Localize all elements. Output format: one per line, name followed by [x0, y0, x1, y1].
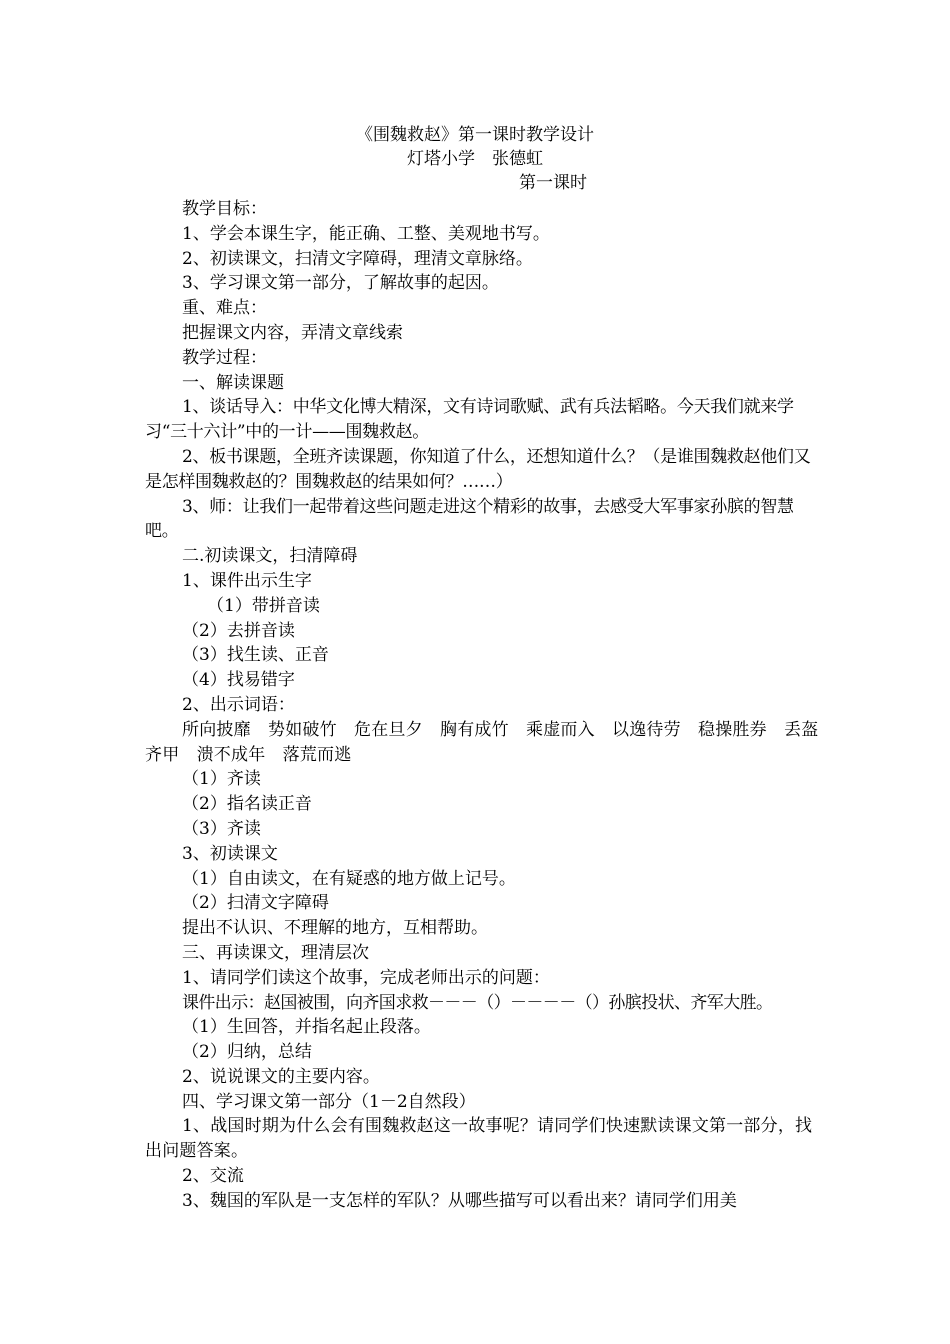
lesson-label: 第一课时	[519, 173, 587, 193]
list-item: 3、魏国的军队是一支怎样的军队？从哪些描写可以看出来？请同学们用美	[182, 1190, 737, 1211]
author-line: 灯塔小学 张德虹	[407, 149, 543, 169]
list-item: （3）齐读	[182, 818, 261, 839]
list-item: 1、学会本课生字，能正确、工整、美观地书写。	[182, 223, 550, 244]
list-item: 1、课件出示生字	[182, 570, 312, 591]
section-heading: 一、解读课题	[182, 372, 284, 393]
paragraph: 1、谈话导入：中华文化博大精深，文有诗词歌赋、武有兵法韬略。今天我们就来学习“三十六计”中的一计——围魏救赵。	[145, 397, 794, 443]
section-heading: 重、难点：	[182, 298, 267, 319]
list-item: （3）找生读、正音	[182, 645, 329, 666]
document-body	[145, 197, 825, 1214]
list-item: （1）生回答，并指名起止段落。	[182, 1017, 431, 1038]
list-item: （1）齐读	[182, 769, 261, 790]
list-item: （2）指名读正音	[182, 794, 312, 815]
list-item: 2、说说课文的主要内容。	[182, 1066, 380, 1087]
list-item: （1）带拼音读	[207, 595, 320, 616]
document-header	[0, 123, 950, 195]
document-title: 《围魏救赵》第一课时教学设计	[356, 125, 594, 145]
text-line: 把握课文内容，弄清文章线索	[182, 322, 403, 343]
section-heading: 三、再读课文，理清层次	[182, 942, 369, 963]
list-item: 3、学习课文第一部分，了解故事的起因。	[182, 273, 499, 294]
list-item: （1）自由读文，在有疑惑的地方做上记号。	[182, 868, 516, 889]
paragraph: 2、板书课题，全班齐读课题，你知道了什么，还想知道什么？（是谁围魏救赵他们又是怎样围魏救赵的？围魏救赵的结果如何？……）	[145, 446, 811, 492]
section-heading: 二.初读课文，扫清障碍	[182, 546, 358, 567]
list-item: （4）找易错字	[182, 670, 295, 691]
section-heading: 四、学习课文第一部分（1－2自然段）	[182, 1091, 476, 1112]
section-heading: 教学目标：	[182, 199, 267, 219]
lesson-label-row	[0, 171, 950, 195]
list-item: 3、初读课文	[182, 843, 278, 864]
paragraph: 1、战国时期为什么会有围魏救赵这一故事呢？请同学们快速默读课文第一部分，找出问题答案。	[145, 1116, 813, 1162]
list-item: 2、出示词语：	[182, 694, 295, 715]
list-item: （2）去拼音读	[182, 620, 295, 641]
section-heading: 教学过程：	[182, 347, 267, 368]
list-item: 2、交流	[182, 1166, 244, 1187]
text-line: 课件出示：赵国被围，向齐国求救－－－（）－－－－（）孙膑投状、齐军大胜。	[182, 992, 773, 1013]
paragraph: 所向披靡 势如破竹 危在旦夕 胸有成竹 乘虚而入 以逸待劳 稳操胜券 丢盔齐甲 溃不成年 落荒而逃	[145, 719, 819, 765]
list-item: 2、初读课文，扫清文字障碍，理清文章脉络。	[182, 248, 533, 269]
list-item: 1、请同学们读这个故事，完成老师出示的问题：	[182, 967, 550, 988]
list-item: （2）扫清文字障碍	[182, 893, 329, 914]
text-line: 提出不认识、不理解的地方，互相帮助。	[182, 918, 488, 939]
paragraph: 3、师：让我们一起带着这些问题走进这个精彩的故事，去感受大军事家孙膑的智慧吧。	[145, 496, 794, 542]
list-item: （2）归纳，总结	[182, 1042, 312, 1063]
